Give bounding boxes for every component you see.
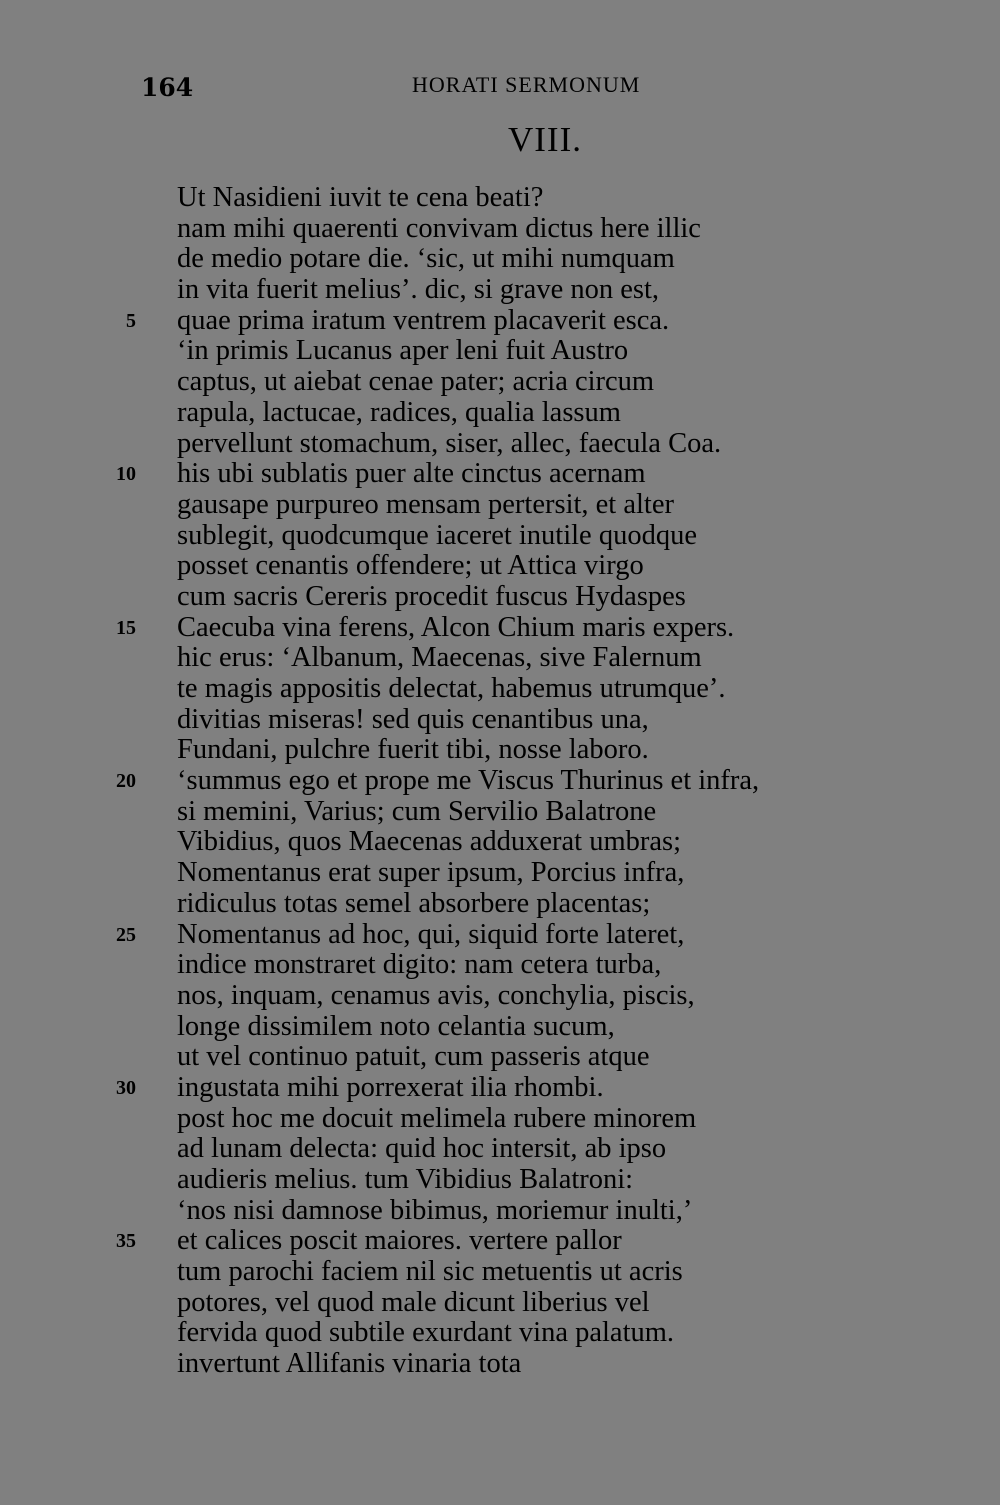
verse-line xyxy=(0,981,1000,1012)
line-text: Ut Nasidieni iuvit te cena beati? xyxy=(177,182,544,213)
verse-line xyxy=(0,306,1000,337)
line-text: nos, inquam, cenamus avis, conchylia, piscis, xyxy=(177,979,695,1011)
verse-line xyxy=(0,797,1000,828)
running-head: HORATI SERMONUM xyxy=(412,72,641,97)
line-text: quae prima iratum ventrem placaverit esca. xyxy=(177,304,670,336)
verse-line xyxy=(0,1165,1000,1196)
line-text: cum sacris Cereris procedit fuscus Hydaspes xyxy=(177,580,686,612)
line-text: ‘in primis Lucanus aper leni fuit Austro xyxy=(177,335,629,367)
line-number: 30 xyxy=(116,1076,136,1099)
line-text: potores, vel quod male dicunt liberius vel xyxy=(177,1286,650,1318)
line-text: rapula, lactucae, radices, qualia lassum xyxy=(177,396,621,428)
verse-line xyxy=(0,1226,1000,1257)
verse-line xyxy=(0,1134,1000,1165)
verse-line xyxy=(0,1042,1000,1073)
line-text: divitias miseras! sed quis cenantibus una, xyxy=(177,703,649,735)
line-text: in vita fuerit melius’. dic, si grave non est, xyxy=(177,274,660,306)
line-text: fervida quod subtile exurdant vina palatum. xyxy=(177,1317,675,1349)
line-text: ut vel continuo patuit, cum passeris atque xyxy=(177,1041,650,1073)
line-number: 15 xyxy=(116,616,136,639)
verse-line xyxy=(0,1349,1000,1380)
verse-line xyxy=(0,275,1000,306)
verse-line xyxy=(0,613,1000,644)
verse-line xyxy=(0,398,1000,429)
line-number: 25 xyxy=(116,923,136,946)
line-text: Fundani, pulchre fuerit tibi, nosse laboro. xyxy=(177,734,649,766)
verse-line xyxy=(0,244,1000,275)
line-text: te magis appositis delectat, habemus utrumque’. xyxy=(177,673,726,704)
verse-line xyxy=(0,705,1000,736)
verse-line xyxy=(0,183,1000,214)
line-text: post hoc me docuit melimela rubere minorem xyxy=(177,1102,697,1134)
section-title: VIII. xyxy=(508,120,582,159)
line-text: audieris melius. tum Vibidius Balatroni: xyxy=(177,1164,634,1195)
verse-line xyxy=(0,889,1000,920)
line-text: Nomentanus erat super ipsum, Porcius infra, xyxy=(177,857,685,889)
verse-line xyxy=(0,367,1000,398)
verse-line xyxy=(0,336,1000,367)
verse-line xyxy=(0,735,1000,766)
verse-line xyxy=(0,1318,1000,1349)
line-text: de medio potare die. ‘sic, ut mihi numquam xyxy=(177,243,675,275)
verse-line xyxy=(0,1196,1000,1227)
verse-body xyxy=(0,183,1000,1380)
line-text: longe dissimilem noto celantia sucum, xyxy=(177,1010,615,1042)
line-text: Caecuba vina ferens, Alcon Chium maris expers. xyxy=(177,611,735,643)
line-text: indice monstraret digito: nam cetera turba, xyxy=(177,949,662,981)
verse-line xyxy=(0,674,1000,705)
line-text: ridiculus totas semel absorbere placentas; xyxy=(177,887,651,919)
line-text: si memini, Varius; cum Servilio Balatrone xyxy=(177,795,657,827)
verse-line xyxy=(0,459,1000,490)
verse-line xyxy=(0,1257,1000,1288)
line-number: 5 xyxy=(126,309,136,332)
line-number: 35 xyxy=(116,1230,136,1253)
verse-line xyxy=(0,827,1000,858)
line-text: invertunt Allifanis vinaria tota xyxy=(177,1348,522,1380)
line-text: nam mihi quaerenti convivam dictus here illic xyxy=(177,212,701,244)
verse-line xyxy=(0,920,1000,951)
line-text: pervellunt stomachum, siser, allec, faecula Coa. xyxy=(177,427,722,459)
line-text: ‘nos nisi damnose bibimus, moriemur inulti,’ xyxy=(177,1194,693,1226)
line-text: hic erus: ‘Albanum, Maecenas, sive Falernum xyxy=(177,642,702,674)
verse-line xyxy=(0,766,1000,797)
verse-line xyxy=(0,490,1000,521)
verse-line xyxy=(0,858,1000,889)
line-text: et calices poscit maiores. vertere pallor xyxy=(177,1225,622,1257)
verse-line xyxy=(0,582,1000,613)
line-text: ‘summus ego et prope me Viscus Thurinus et infra, xyxy=(177,765,760,797)
line-number: 10 xyxy=(116,463,136,486)
verse-line xyxy=(0,429,1000,460)
line-text: ingustata mihi porrexerat ilia rhombi. xyxy=(177,1071,604,1103)
line-text: Vibidius, quos Maecenas adduxerat umbras; xyxy=(177,826,682,858)
verse-line xyxy=(0,521,1000,552)
line-text: his ubi sublatis puer alte cinctus acernam xyxy=(177,458,646,490)
verse-line xyxy=(0,643,1000,674)
verse-line xyxy=(0,551,1000,582)
line-text: captus, ut aiebat cenae pater; acria circum xyxy=(177,366,655,398)
verse-line xyxy=(0,1288,1000,1319)
line-number: 20 xyxy=(116,770,136,793)
verse-line xyxy=(0,950,1000,981)
line-text: Nomentanus ad hoc, qui, siquid forte lateret, xyxy=(177,918,685,950)
line-text: posset cenantis offendere; ut Attica virgo xyxy=(177,550,644,582)
line-text: tum parochi faciem nil sic metuentis ut acris xyxy=(177,1256,683,1288)
verse-line xyxy=(0,1073,1000,1104)
verse-line xyxy=(0,1012,1000,1043)
line-text: gausape purpureo mensam pertersit, et alter xyxy=(177,488,674,520)
line-text: sublegit, quodcumque iaceret inutile quodque xyxy=(177,519,697,551)
line-text: ad lunam delecta: quid hoc intersit, ab ipso xyxy=(177,1133,667,1165)
page-number: 164 xyxy=(141,73,194,102)
verse-line xyxy=(0,1104,1000,1135)
verse-line xyxy=(0,214,1000,245)
